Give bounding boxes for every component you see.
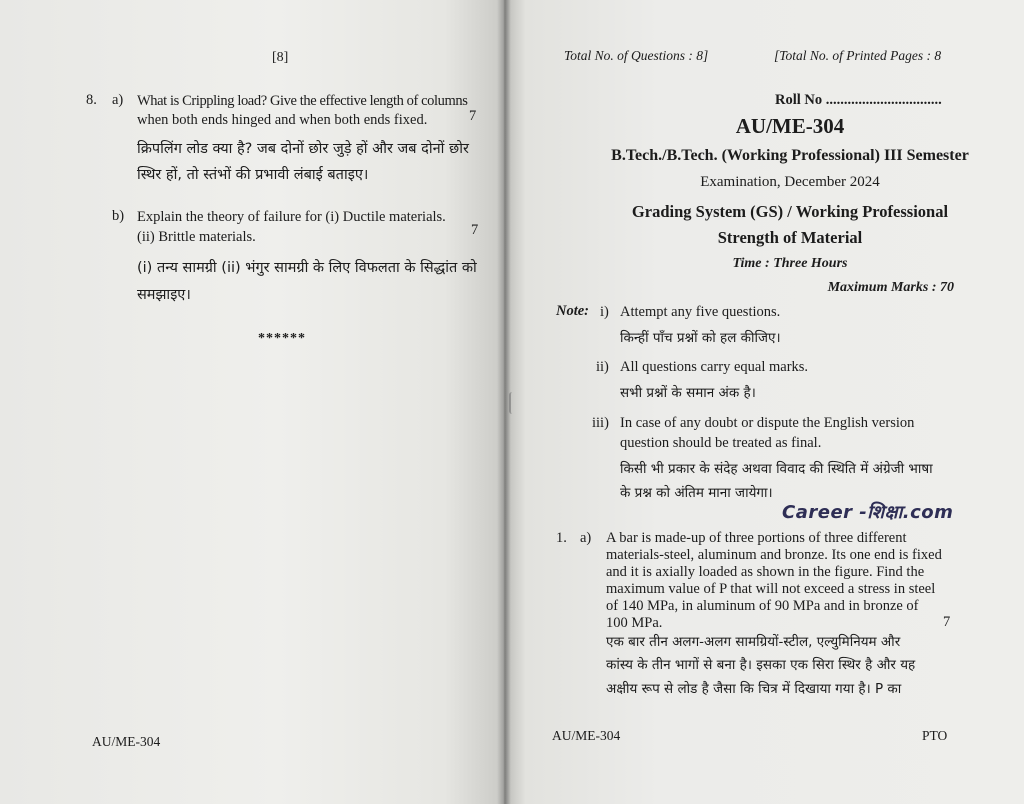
question-8a-hindi-line: क्रिपलिंग लोड क्या है? जब दोनों छोर जुड़े हों और जब दोनों छोर	[137, 141, 469, 157]
note-3-text-line: question should be treated as final.	[620, 435, 822, 451]
question-8-number: 8.	[86, 92, 97, 108]
note-3-hindi-line: किसी भी प्रकार के संदेह अथवा विवाद की स्थिति में अंग्रेजी भाषा	[620, 461, 933, 477]
left-page	[0, 0, 505, 804]
left-footer-code: AU/ME-304	[92, 734, 161, 749]
maximum-marks: Maximum Marks : 70	[827, 280, 954, 295]
question-8a-label: a)	[112, 92, 124, 108]
end-marker: ******	[258, 331, 306, 346]
question-8b-hindi-line: समझाइए।	[137, 287, 191, 303]
question-8b-text-line: Explain the theory of failure for (i) Ductile materials.	[137, 209, 446, 225]
page-number: [8]	[272, 50, 289, 65]
question-8a-marks: 7	[469, 108, 477, 124]
question-8b-label: b)	[112, 208, 125, 224]
note-1-text: Attempt any five questions.	[620, 304, 781, 320]
pto-label: PTO	[922, 728, 948, 743]
note-2-number: ii)	[596, 359, 609, 375]
question-1a-text-line: 100 MPa.	[606, 615, 663, 631]
note-label: Note:	[556, 303, 590, 319]
watermark: Career -शिक्षा.com	[782, 502, 954, 523]
note-3-text-line: In case of any doubt or dispute the English version	[620, 415, 915, 431]
total-questions: Total No. of Questions : 8]	[564, 48, 709, 63]
right-footer-code: AU/ME-304	[552, 728, 621, 743]
exam-time: Time : Three Hours	[732, 256, 848, 271]
question-1a-text-line: and it is axially loaded as shown in the figure. Find the	[606, 564, 925, 580]
note-3-number: iii)	[592, 415, 609, 431]
total-printed-pages: [Total No. of Printed Pages : 8	[774, 48, 942, 63]
note-1-number: i)	[600, 304, 609, 320]
question-1a-label: a)	[580, 530, 592, 546]
question-1a-hindi-line: एक बार तीन अलग-अलग सामग्रियों-स्टील, एल्युमिनियम और	[606, 634, 901, 650]
note-2-hindi: सभी प्रश्नों के समान अंक है।	[620, 385, 756, 401]
question-1a-text-line: A bar is made-up of three portions of three different	[606, 530, 907, 546]
question-1a-text-line: of 140 MPa, in aluminum of 90 MPa and in bronze of	[606, 598, 919, 614]
question-1a-text-line: materials-steel, aluminum and bronze. Its one end is fixed	[606, 547, 942, 563]
question-8b-text-line: (ii) Brittle materials.	[137, 229, 256, 245]
note-1-hindi: किन्हीं पाँच प्रश्नों को हल कीजिए।	[620, 330, 781, 346]
course-title: B.Tech./B.Tech. (Working Professional) III Semester	[611, 147, 969, 164]
note-3-hindi-line: के प्रश्न को अंतिम माना जायेगा।	[620, 485, 773, 501]
subject-title: Strength of Material	[717, 228, 863, 247]
note-2-text: All questions carry equal marks.	[620, 359, 809, 375]
question-1a-marks: 7	[943, 614, 951, 630]
question-1a-hindi-line: कांस्य के तीन भागों से बना है। इसका एक सिरा स्थिर है और यह	[606, 657, 916, 673]
question-8a-text-line: What is Crippling load? Give the effective length of columns	[137, 93, 468, 109]
grading-system: Grading System (GS) / Working Professional	[631, 202, 949, 221]
examination: Examination, December 2024	[700, 174, 880, 190]
question-8a-hindi-line: स्थिर हों, तो स्तंभों की प्रभावी लंबाई बताइए।	[137, 167, 369, 183]
paper-code: AU/ME-304	[735, 114, 845, 138]
question-1a-text-line: maximum value of P that will not exceed a stress in steel	[606, 581, 936, 597]
question-1a-hindi-line: अक्षीय रूप से लोड है जैसा कि चित्र में दिखाया गया है। P का	[606, 681, 902, 697]
question-1-number: 1.	[556, 530, 567, 546]
question-8b-hindi-line: (i) तन्य सामग्री (ii) भंगुर सामग्री के लिए विफलता के सिद्धांत को	[137, 260, 477, 276]
question-8b-marks: 7	[471, 222, 479, 238]
question-8a-text-line: when both ends hinged and when both ends fixed.	[137, 112, 428, 128]
roll-no: Roll No ................................	[775, 92, 942, 108]
binding-mark	[509, 392, 517, 414]
